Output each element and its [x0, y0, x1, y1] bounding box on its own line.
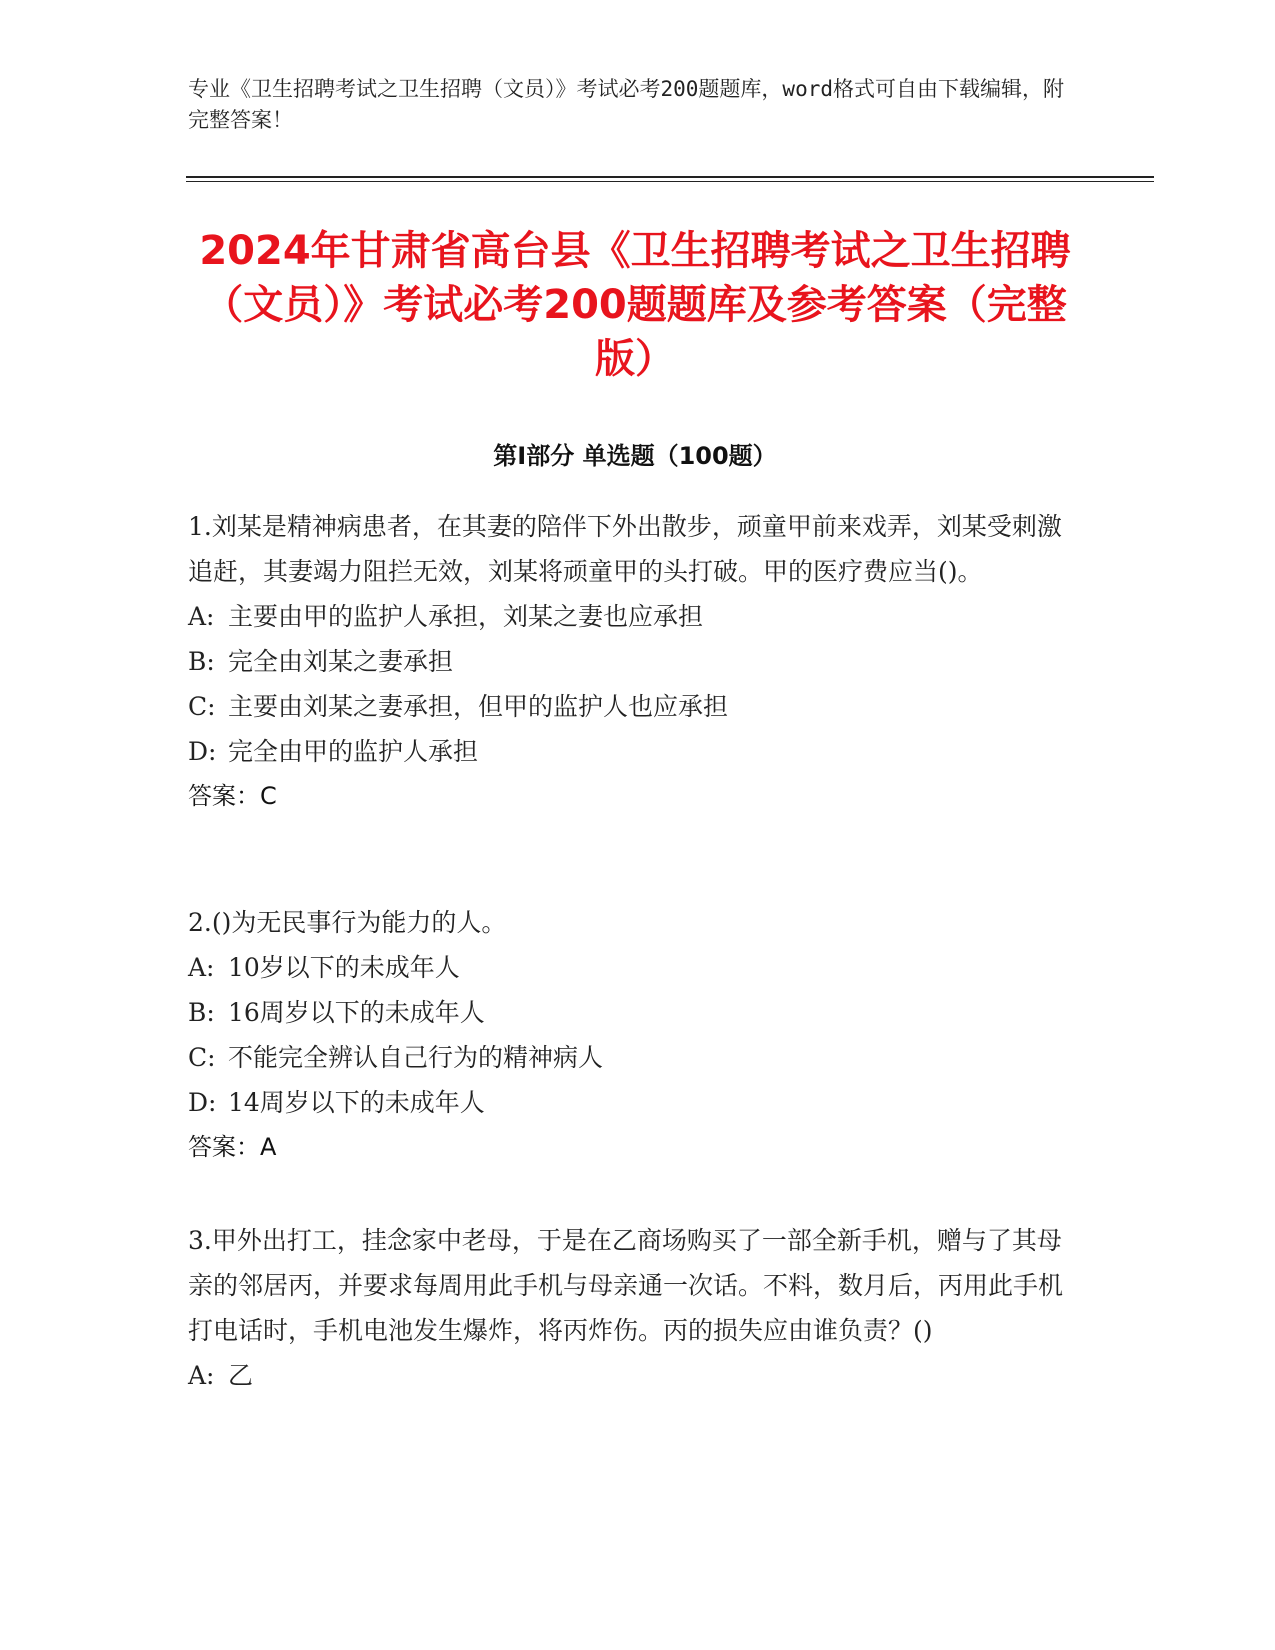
header-divider-thick	[186, 176, 1154, 178]
option-d	[188, 729, 1068, 774]
answer-line: 答案：A	[188, 1133, 277, 1161]
option-text: 14周岁以下的未成年人	[228, 1088, 485, 1117]
option-a	[188, 1353, 1068, 1398]
option-a	[188, 945, 1068, 990]
option-text: 主要由刘某之妻承担，但甲的监护人也应承担	[228, 692, 729, 721]
option-letter: C:	[188, 1043, 216, 1072]
option-text: 16周岁以下的未成年人	[228, 998, 485, 1027]
option-a	[188, 594, 1068, 639]
question-stem: 1.刘某是精神病患者，在其妻的陪伴下外出散步，顽童甲前来戏弄，刘某受刺激追赶，其妻竭力阻拦无效，刘某将顽童甲的头打破。甲的医疗费应当()。	[188, 512, 1062, 586]
header-divider-thin	[186, 181, 1154, 182]
option-text: 完全由刘某之妻承担	[228, 647, 454, 676]
option-text: 完全由甲的监护人承担	[228, 737, 479, 766]
option-d	[188, 1080, 1068, 1125]
question-stem: 3.甲外出打工，挂念家中老母，于是在乙商场购买了一部全新手机，赠与了其母亲的邻居丙，并要求每周用此手机与母亲通一次话。不料，数月后，丙用此手机打电话时，手机电池发生爆炸，将丙炸伤。丙的损失应由谁负责？()	[188, 1226, 1064, 1345]
option-letter: B:	[188, 647, 215, 676]
option-c	[188, 1035, 1068, 1080]
option-b	[188, 990, 1068, 1035]
section-heading: 第I部分 单选题（100题）	[493, 442, 777, 470]
header-note: 专业《卫生招聘考试之卫生招聘（文员）》考试必考200题题库，word格式可自由下载编辑，附完整答案！	[188, 77, 1064, 132]
option-text: 乙	[228, 1361, 254, 1390]
document-title: 2024年甘肃省高台县《卫生招聘考试之卫生招聘（文员）》考试必考200题题库及参考答案（完整版）	[199, 228, 1071, 382]
option-text: 10岁以下的未成年人	[228, 953, 460, 982]
question-stem: 2.()为无民事行为能力的人。	[188, 908, 507, 937]
option-letter: C:	[188, 692, 216, 721]
option-text: 主要由甲的监护人承担，刘某之妻也应承担	[228, 602, 704, 631]
answer-line: 答案：C	[188, 782, 277, 810]
option-text: 不能完全辨认自己行为的精神病人	[228, 1043, 604, 1072]
option-letter: D:	[188, 1088, 217, 1117]
option-letter: D:	[188, 737, 217, 766]
option-letter: B:	[188, 998, 215, 1027]
question-3	[188, 1218, 1068, 1398]
question-1	[188, 504, 1068, 819]
option-letter: A:	[188, 602, 215, 631]
option-c	[188, 684, 1068, 729]
question-2	[188, 900, 1068, 1170]
option-letter: A:	[188, 1361, 215, 1390]
option-b	[188, 639, 1068, 684]
option-letter: A:	[188, 953, 215, 982]
